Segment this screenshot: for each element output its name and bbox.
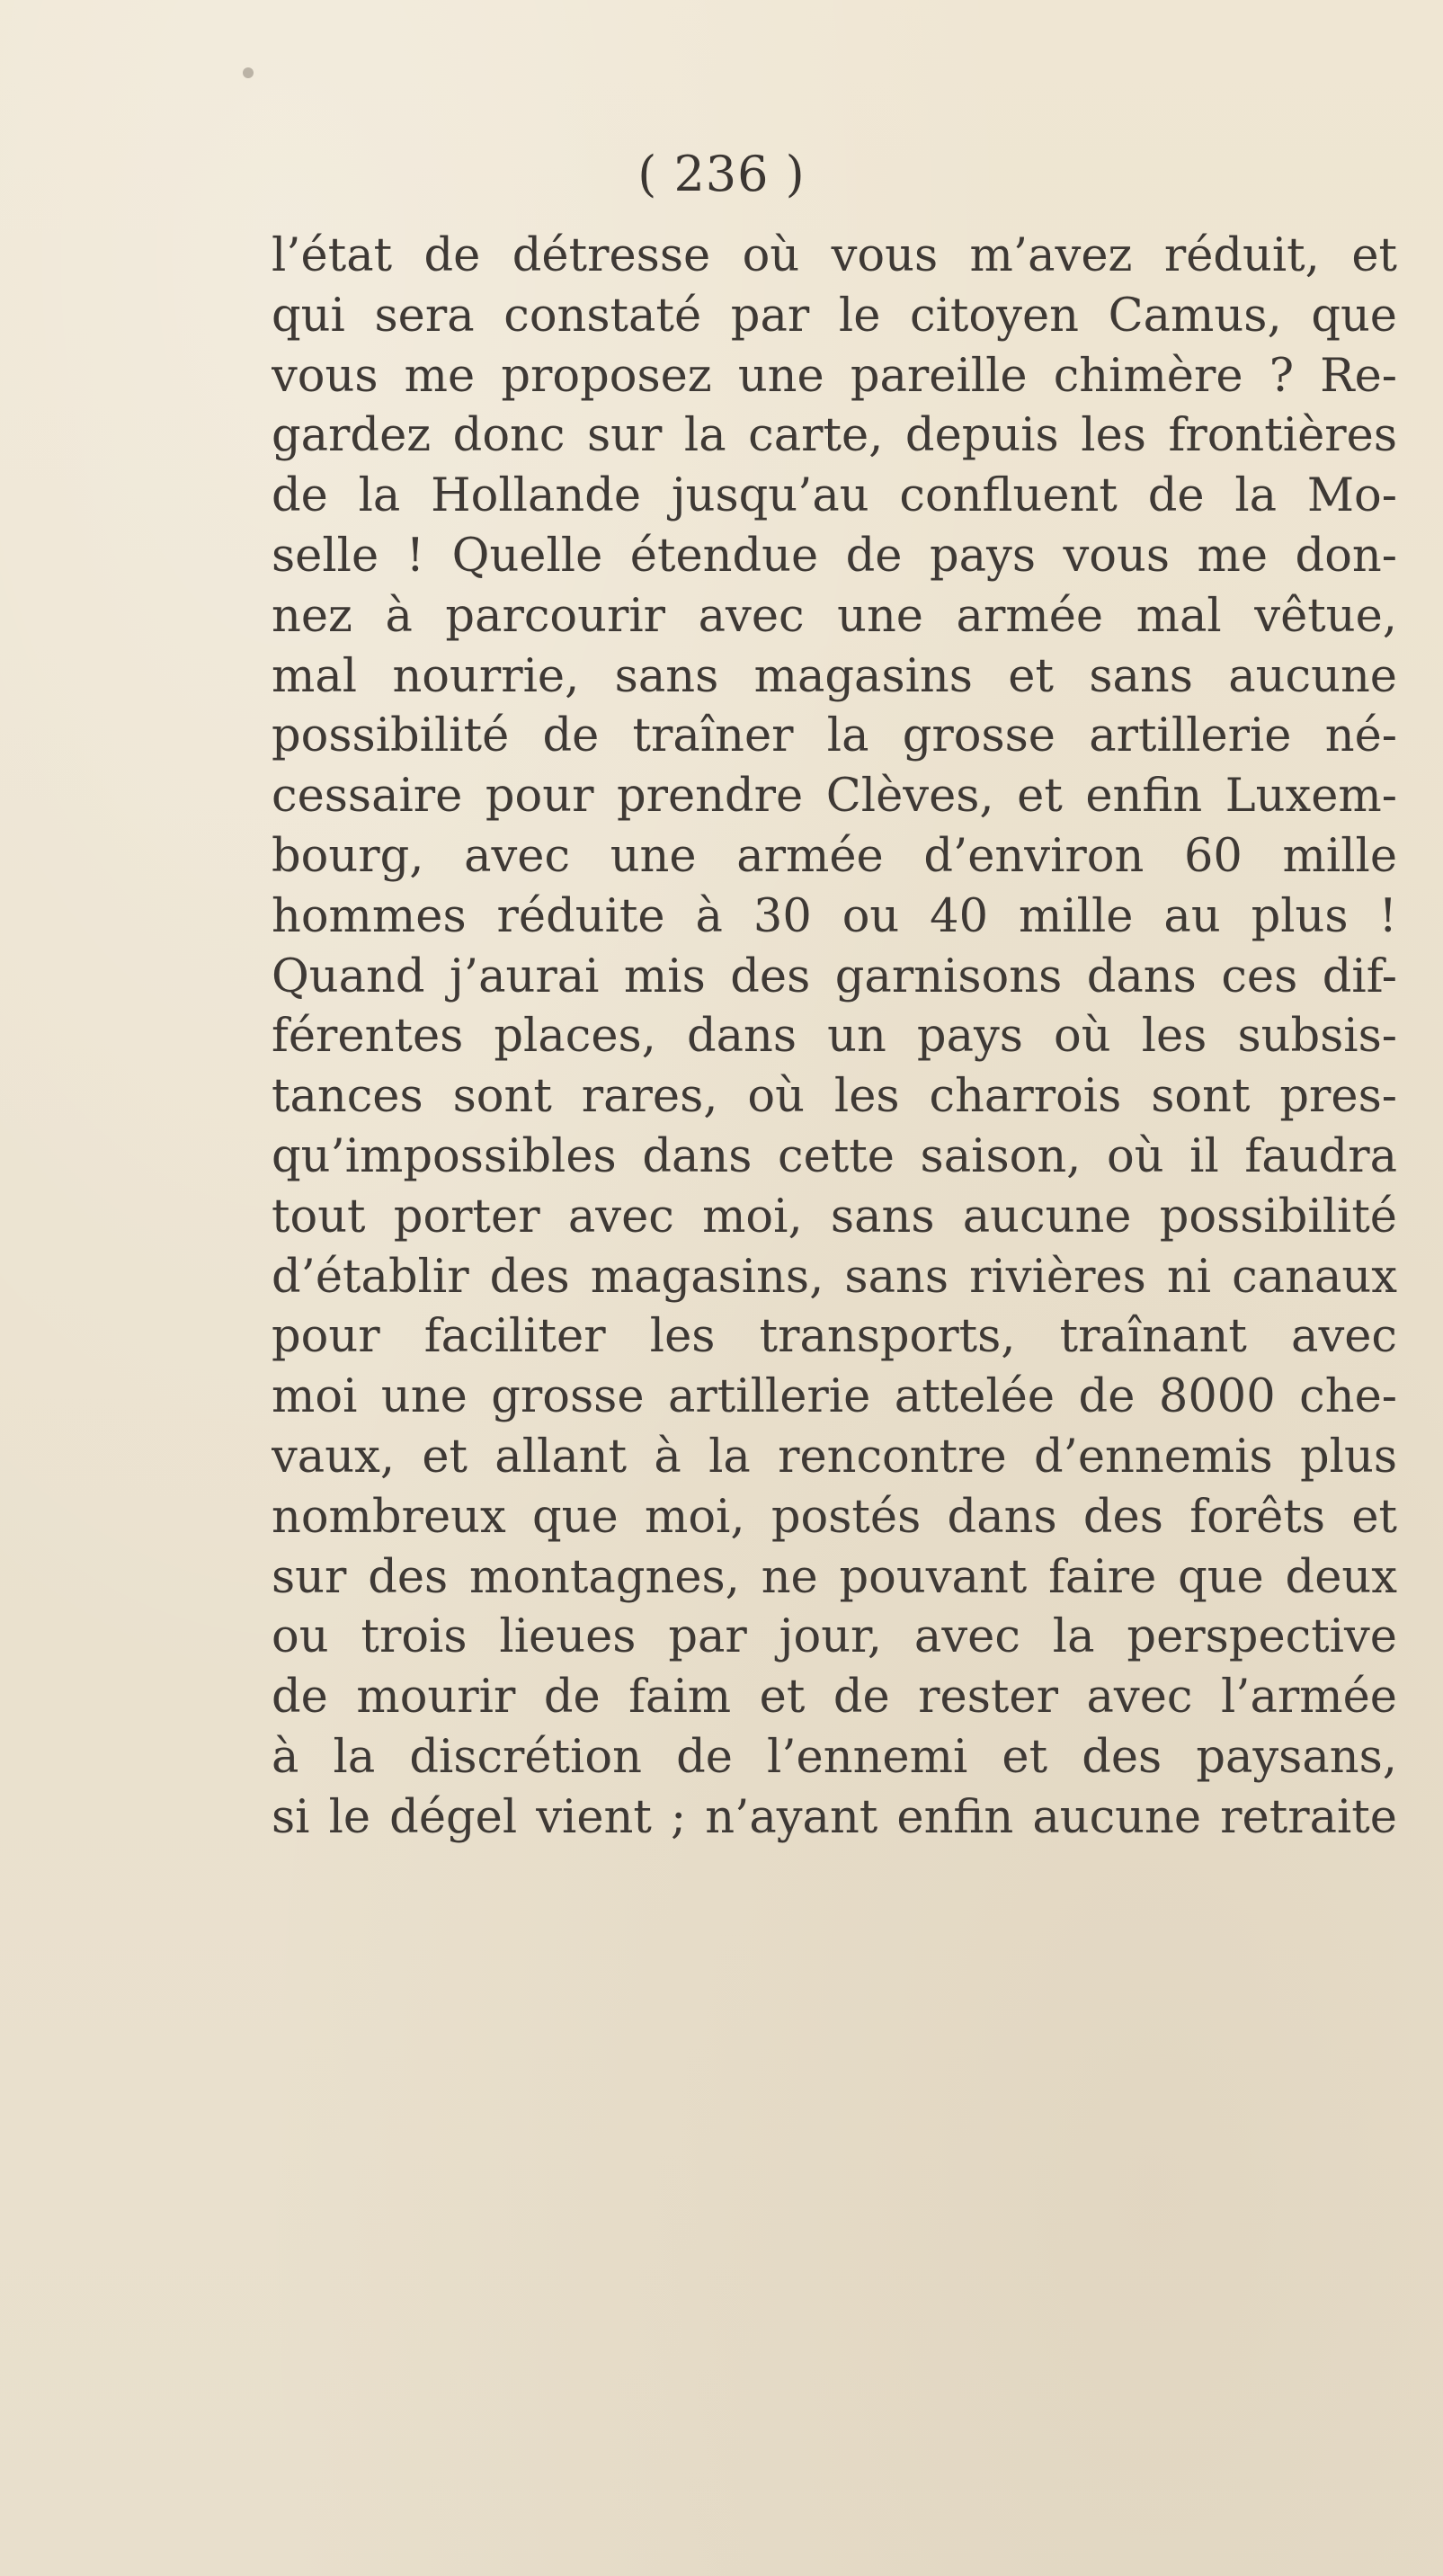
text-line: tances sont rares, où les charrois sont pres- [272, 1070, 1397, 1124]
text-line: possibilité de traîner la grosse artillerie né- [272, 709, 1397, 763]
ink-spot [243, 67, 254, 78]
text-line: mal nourrie, sans magasins et sans aucune [272, 649, 1397, 703]
text-line: férentes places, dans un pays où les subsis- [272, 1010, 1397, 1064]
text-line: ou trois lieues par jour, avec la perspective [272, 1610, 1397, 1664]
text-line: selle ! Quelle étendue de pays vous me don- [272, 529, 1397, 583]
text-line: nez à parcourir avec une armée mal vêtue, [272, 589, 1397, 643]
text-line: moi une grosse artillerie attelée de 8000 che- [272, 1370, 1397, 1424]
text-line: gardez donc sur la carte, depuis les frontières [272, 409, 1397, 463]
text-line: bourg, avec une armée d’environ 60 mille [272, 829, 1397, 883]
text-line: nombreux que moi, postés dans des forêts et [272, 1490, 1397, 1544]
page-number: ( 236 ) [637, 146, 806, 202]
body-text [272, 227, 1397, 1849]
text-line: de la Hollande jusqu’au confluent de la Mo- [272, 469, 1397, 523]
text-line: hommes réduite à 30 ou 40 mille au plus ! [272, 889, 1397, 943]
text-line: pour faciliter les transports, traînant avec [272, 1310, 1397, 1364]
text-line: si le dégel vient ; n’ayant enfin aucune retraite [272, 1790, 1397, 1844]
text-line: l’état de détresse où vous m’avez réduit, et [272, 229, 1397, 282]
text-line: Quand j’aurai mis des garnisons dans ces dif- [272, 949, 1397, 1003]
text-line: à la discrétion de l’ennemi et des paysans, [272, 1730, 1397, 1784]
text-line: cessaire pour prendre Clèves, et enfin Luxem- [272, 770, 1397, 824]
text-line: sur des montagnes, ne pouvant faire que deux [272, 1550, 1397, 1604]
text-line: de mourir de faim et de rester avec l’armée [272, 1671, 1397, 1725]
text-line: qui sera constaté par le citoyen Camus, que [272, 289, 1397, 343]
text-line: tout porter avec moi, sans aucune possibilité [272, 1190, 1397, 1243]
text-line: vaux, et allant à la rencontre d’ennemis plus [272, 1430, 1397, 1484]
text-line: vous me proposez une pareille chimère ? Re- [272, 349, 1397, 403]
text-line: qu’impossibles dans cette saison, où il faudra [272, 1129, 1397, 1183]
text-line: d’établir des magasins, sans rivières ni canaux [272, 1250, 1397, 1304]
